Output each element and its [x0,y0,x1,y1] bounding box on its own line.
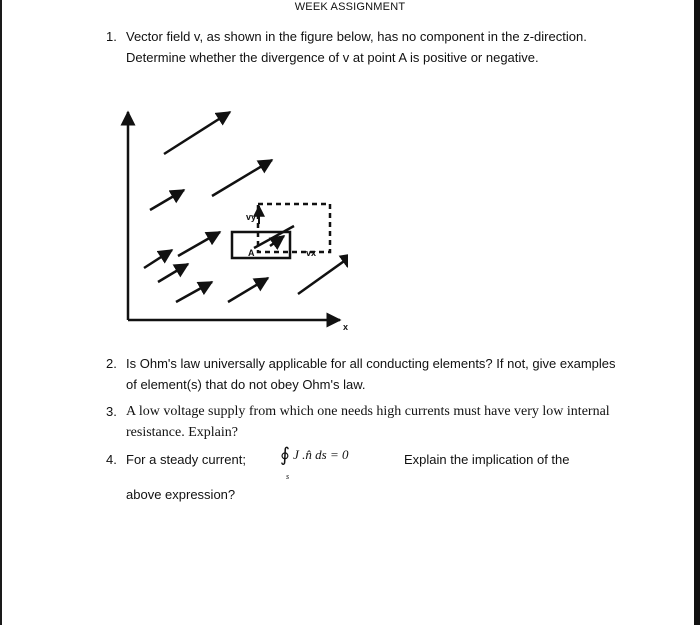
question-2 [106,353,616,395]
question-3 [106,401,616,443]
question-label: For a steady current; [126,452,246,467]
question-number: 2. [106,356,117,371]
field-arrow [176,282,212,302]
field-arrow [178,232,220,256]
vy-label: vy [246,212,257,222]
formula-body: J .n̂ ds [293,447,327,462]
current-formula [280,444,349,481]
question-number: 3. [106,404,117,419]
page-left-edge [0,0,2,625]
question-number: 1. [106,29,117,44]
question-4-continuation: above expression? [126,487,236,502]
page-right-edge [694,0,700,625]
point-a-label: A [248,248,255,258]
field-arrow [144,250,172,268]
question-1 [106,26,606,68]
field-arrow [150,190,184,210]
vx-label: vx [306,248,317,258]
formula-equals: = 0 [330,447,349,462]
x-axis-label: x [342,322,348,332]
question-number: 4. [106,452,117,467]
page-title: WEEK ASSIGNMENT [294,1,406,13]
box-diagonal [254,226,294,248]
question-explanation: Explain the implication of the [404,452,570,467]
question-text: Is Ohm's law universally applicable for all conducting elements? If not, give examples of element(s) that do not obey Ohm's law. [126,356,616,392]
formula-subscript: s [286,472,290,481]
field-arrow [158,264,188,282]
question-text: A low voltage supply from which one needs high currents must have very low internal resistance. Explain? [126,404,610,440]
contour-integral-symbol: ∮ [280,445,290,466]
field-arrow [212,160,272,196]
field-arrow [164,112,230,154]
field-arrow [228,278,268,302]
field-arrow [298,254,348,294]
question-text: Vector field v, as shown in the figure below, has no component in the z-direction. Determine whether the divergence of v at point A is positive or negative. [126,29,587,65]
vector-field-figure [118,98,348,338]
dashed-box [258,204,330,252]
